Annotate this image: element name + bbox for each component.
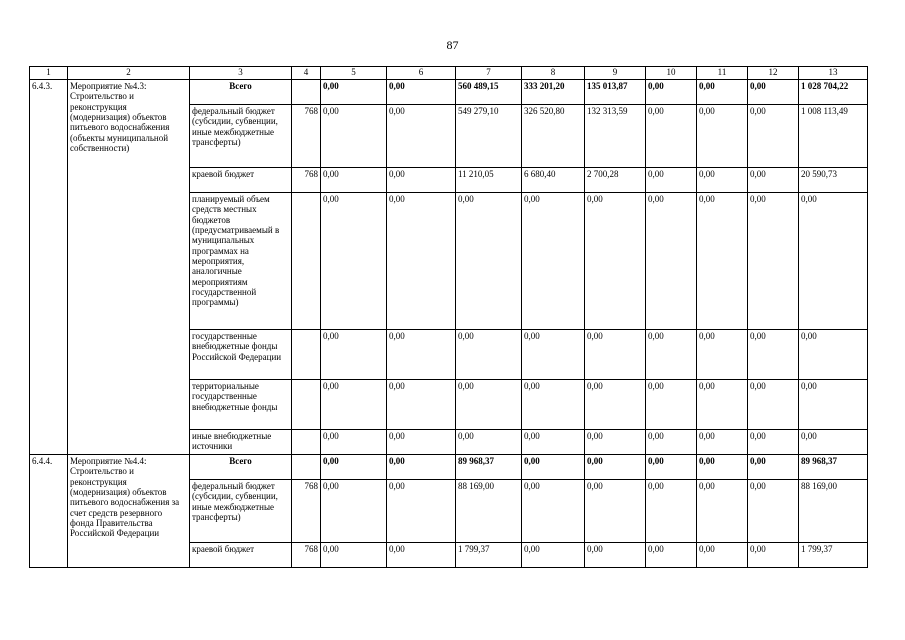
kbk-code [292, 380, 321, 430]
value-col11: 0,00 [697, 168, 748, 193]
column-header: 11 [697, 67, 748, 80]
column-header: 9 [585, 67, 646, 80]
value-col5: 0,00 [321, 105, 387, 168]
value-col13: 1 008 113,49 [799, 105, 868, 168]
funding-source: федеральный бюджет (субсидии, субвенции, иные межбюджетные трансферты) [190, 105, 292, 168]
value-col12: 0,00 [748, 455, 799, 480]
value-col6: 0,00 [387, 105, 456, 168]
value-col11: 0,00 [697, 480, 748, 543]
activity-code: 6.4.3. [30, 80, 68, 455]
value-col11: 0,00 [697, 80, 748, 105]
value-col11: 0,00 [697, 105, 748, 168]
column-header: 7 [456, 67, 522, 80]
value-col5: 0,00 [321, 543, 387, 568]
value-col7: 88 169,00 [456, 480, 522, 543]
value-col5: 0,00 [321, 430, 387, 455]
activity-name: Мероприятие №4.4: Строительство и реконструкция (модернизация) объектов питьевого водоснабжения за счет средств резервного фонда Правительства Российской Федерации [68, 455, 190, 568]
value-col8: 326 520,80 [522, 105, 585, 168]
funding-source: планируемый объем средств местных бюджетов (предусматриваемый в муниципальных программах на мероприятия, аналогичные мероприятиям государственной программы) [190, 193, 292, 330]
value-col7: 560 489,15 [456, 80, 522, 105]
column-header: 1 [30, 67, 68, 80]
value-col12: 0,00 [748, 80, 799, 105]
value-col10: 0,00 [646, 168, 697, 193]
value-col10: 0,00 [646, 430, 697, 455]
value-col13: 0,00 [799, 330, 868, 380]
value-col10: 0,00 [646, 80, 697, 105]
value-col12: 0,00 [748, 430, 799, 455]
kbk-code [292, 330, 321, 380]
value-col11: 0,00 [697, 330, 748, 380]
value-col7: 89 968,37 [456, 455, 522, 480]
value-col6: 0,00 [387, 80, 456, 105]
value-col5: 0,00 [321, 455, 387, 480]
value-col13: 88 169,00 [799, 480, 868, 543]
value-col12: 0,00 [748, 105, 799, 168]
funding-source: государственные внебюджетные фонды Российской Федерации [190, 330, 292, 380]
kbk-code [292, 430, 321, 455]
value-col9: 0,00 [585, 455, 646, 480]
value-col12: 0,00 [748, 543, 799, 568]
kbk-code: 768 [292, 105, 321, 168]
value-col8: 333 201,20 [522, 80, 585, 105]
column-header: 2 [68, 67, 190, 80]
column-header: 8 [522, 67, 585, 80]
value-col5: 0,00 [321, 480, 387, 543]
value-col11: 0,00 [697, 543, 748, 568]
value-col9: 0,00 [585, 193, 646, 330]
value-col9: 0,00 [585, 430, 646, 455]
value-col8: 0,00 [522, 543, 585, 568]
funding-source: Всего [190, 455, 292, 480]
funding-source: территориальные государственные внебюджетные фонды [190, 380, 292, 430]
value-col13: 0,00 [799, 193, 868, 330]
value-col12: 0,00 [748, 168, 799, 193]
funding-source: краевой бюджет [190, 168, 292, 193]
value-col9: 132 313,59 [585, 105, 646, 168]
value-col9: 2 700,28 [585, 168, 646, 193]
value-col13: 0,00 [799, 380, 868, 430]
table-body [30, 80, 868, 568]
value-col5: 0,00 [321, 330, 387, 380]
value-col5: 0,00 [321, 193, 387, 330]
value-col11: 0,00 [697, 455, 748, 480]
value-col7: 1 799,37 [456, 543, 522, 568]
value-col6: 0,00 [387, 455, 456, 480]
column-header: 13 [799, 67, 868, 80]
header-row [30, 67, 868, 80]
table-row [30, 455, 868, 480]
value-col10: 0,00 [646, 330, 697, 380]
value-col6: 0,00 [387, 330, 456, 380]
value-col8: 0,00 [522, 430, 585, 455]
kbk-code: 768 [292, 543, 321, 568]
value-col11: 0,00 [697, 430, 748, 455]
value-col8: 0,00 [522, 380, 585, 430]
value-col11: 0,00 [697, 380, 748, 430]
value-col9: 0,00 [585, 480, 646, 543]
column-header: 5 [321, 67, 387, 80]
funding-source: федеральный бюджет (субсидии, субвенции, иные межбюджетные трансферты) [190, 480, 292, 543]
value-col10: 0,00 [646, 455, 697, 480]
value-col12: 0,00 [748, 480, 799, 543]
table-header [30, 67, 868, 80]
kbk-code: 768 [292, 480, 321, 543]
value-col5: 0,00 [321, 380, 387, 430]
value-col13: 1 799,37 [799, 543, 868, 568]
value-col12: 0,00 [748, 330, 799, 380]
value-col13: 1 028 704,22 [799, 80, 868, 105]
value-col12: 0,00 [748, 380, 799, 430]
value-col10: 0,00 [646, 543, 697, 568]
value-col10: 0,00 [646, 480, 697, 543]
value-col9: 0,00 [585, 380, 646, 430]
value-col8: 0,00 [522, 480, 585, 543]
column-header: 10 [646, 67, 697, 80]
activity-name: Мероприятие №4.3: Строительство и реконструкция (модернизация) объектов питьевого водоснабжения (объекты муниципальной собственности) [68, 80, 190, 455]
value-col10: 0,00 [646, 380, 697, 430]
value-col13: 0,00 [799, 430, 868, 455]
value-col11: 0,00 [697, 193, 748, 330]
value-col7: 0,00 [456, 430, 522, 455]
value-col13: 20 590,73 [799, 168, 868, 193]
kbk-code [292, 80, 321, 105]
value-col8: 6 680,40 [522, 168, 585, 193]
column-header: 3 [190, 67, 292, 80]
activity-code: 6.4.4. [30, 455, 68, 568]
kbk-code [292, 455, 321, 480]
column-header: 4 [292, 67, 321, 80]
value-col9: 135 013,87 [585, 80, 646, 105]
value-col6: 0,00 [387, 430, 456, 455]
value-col7: 549 279,10 [456, 105, 522, 168]
funding-source: краевой бюджет [190, 543, 292, 568]
value-col9: 0,00 [585, 330, 646, 380]
value-col5: 0,00 [321, 168, 387, 193]
value-col12: 0,00 [748, 193, 799, 330]
value-col13: 89 968,37 [799, 455, 868, 480]
value-col10: 0,00 [646, 105, 697, 168]
funding-source: Всего [190, 80, 292, 105]
value-col9: 0,00 [585, 543, 646, 568]
value-col6: 0,00 [387, 480, 456, 543]
page-number: 87 [446, 38, 459, 52]
value-col7: 11 210,05 [456, 168, 522, 193]
value-col5: 0,00 [321, 80, 387, 105]
column-header: 12 [748, 67, 799, 80]
value-col7: 0,00 [456, 193, 522, 330]
column-header: 6 [387, 67, 456, 80]
value-col7: 0,00 [456, 380, 522, 430]
table-row [30, 80, 868, 105]
value-col6: 0,00 [387, 380, 456, 430]
value-col8: 0,00 [522, 455, 585, 480]
kbk-code: 768 [292, 168, 321, 193]
value-col6: 0,00 [387, 543, 456, 568]
value-col10: 0,00 [646, 193, 697, 330]
budget-table [29, 66, 868, 568]
value-col6: 0,00 [387, 193, 456, 330]
kbk-code [292, 193, 321, 330]
value-col8: 0,00 [522, 193, 585, 330]
value-col7: 0,00 [456, 330, 522, 380]
funding-source: иные внебюджетные источники [190, 430, 292, 455]
value-col6: 0,00 [387, 168, 456, 193]
value-col8: 0,00 [522, 330, 585, 380]
